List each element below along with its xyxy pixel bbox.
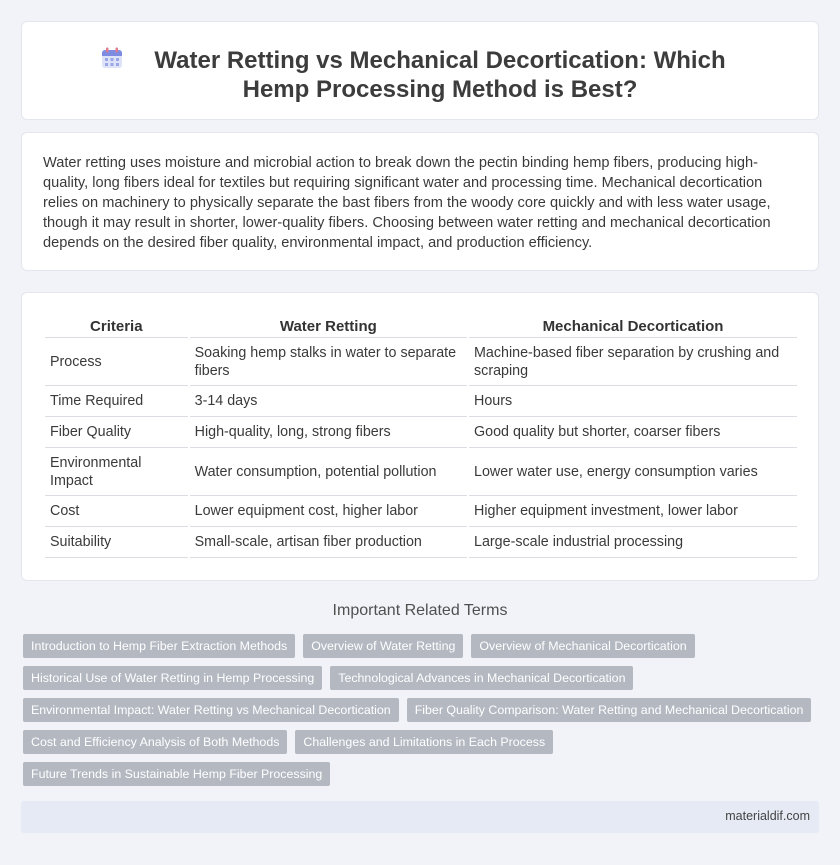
table-header: Mechanical Decortication [469,316,797,338]
table-row [45,527,797,558]
related-term-tag[interactable]: Introduction to Hemp Fiber Extraction Methods [23,634,295,658]
table-cell: Machine-based fiber separation by crushing and scraping [469,338,797,386]
table-row [45,496,797,527]
table-header: Criteria [45,316,188,338]
related-term-tag[interactable]: Historical Use of Water Retting in Hemp Processing [23,666,322,690]
comparison-card [21,292,819,581]
table-cell: 3-14 days [190,386,467,417]
table-cell: Fiber Quality [45,417,188,448]
comparison-table [43,316,799,558]
table-cell: Large-scale industrial processing [469,527,797,558]
table-cell: Soaking hemp stalks in water to separate fibers [190,338,467,386]
table-row [45,417,797,448]
table-cell: Lower equipment cost, higher labor [190,496,467,527]
table-cell: Water consumption, potential pollution [190,448,467,496]
related-term-tag[interactable]: Future Trends in Sustainable Hemp Fiber Processing [23,762,330,786]
table-cell: Good quality but shorter, coarser fibers [469,417,797,448]
table-header: Water Retting [190,316,467,338]
table-cell: Environmental Impact [45,448,188,496]
table-cell: Time Required [45,386,188,417]
related-term-tag[interactable]: Fiber Quality Comparison: Water Retting and Mechanical Decortication [407,698,812,722]
site-name[interactable]: materialdif.com [725,809,810,823]
related-term-tag[interactable]: Technological Advances in Mechanical Decortication [330,666,633,690]
table-header-row [45,316,797,338]
table-cell: Cost [45,496,188,527]
title-card [21,21,819,120]
related-term-tag[interactable]: Challenges and Limitations in Each Process [295,730,553,754]
related-term-tag[interactable]: Overview of Water Retting [303,634,463,658]
related-term-tag[interactable]: Cost and Efficiency Analysis of Both Methods [23,730,287,754]
table-cell: Higher equipment investment, lower labor [469,496,797,527]
table-cell: Suitability [45,527,188,558]
related-terms-title: Important Related Terms [332,602,508,619]
table-cell: Small-scale, artisan fiber production [190,527,467,558]
related-term-tag[interactable]: Environmental Impact: Water Retting vs Mechanical Decortication [23,698,399,722]
table-row [45,448,797,496]
table-row [45,386,797,417]
table-cell: Process [45,338,188,386]
table-cell: Hours [469,386,797,417]
footer [21,801,819,833]
table-cell: Lower water use, energy consumption varies [469,448,797,496]
table-row [45,338,797,386]
related-terms-tags [23,634,803,794]
page-title: Water Retting vs Mechanical Decortication: Which Hemp Processing Method is Best? [154,47,726,103]
table-cell: High-quality, long, strong fibers [190,417,467,448]
description-card [21,132,819,271]
related-term-tag[interactable]: Overview of Mechanical Decortication [471,634,694,658]
description-text: Water retting uses moisture and microbial action to break down the pectin binding hemp fibers, producing high-quality, long fibers ideal for textiles but requiring significant water and processing time. Mechanical decortication relies on machinery to physically separate the bast fibers from the woody core quickly and with less water usage, though it may result in shorter, lower-quality fibers. Choosing between water retting and mechanical decortication depends on the desired fiber quality, environmental impact, and production efficiency. [43,155,771,251]
